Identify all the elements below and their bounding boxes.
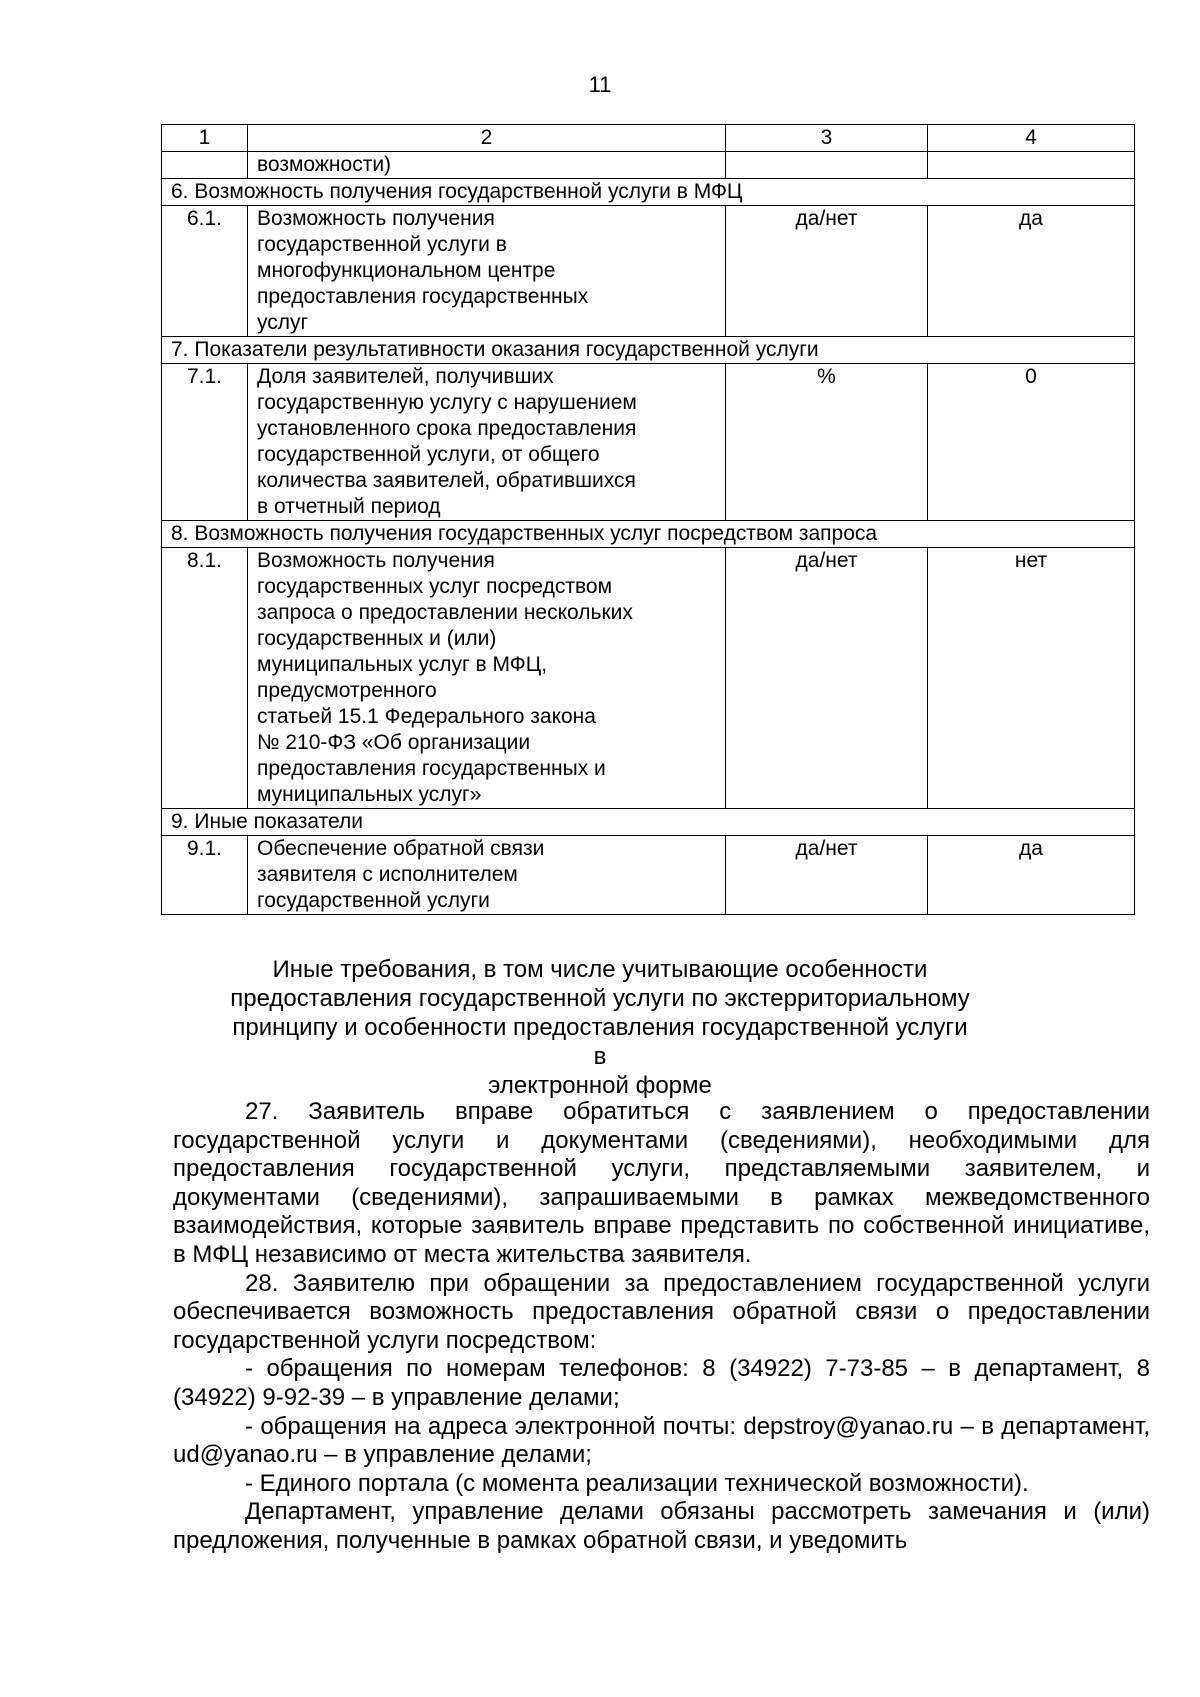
row-value: да xyxy=(928,836,1135,915)
section-heading xyxy=(230,955,970,1100)
description-line: в отчетный период xyxy=(257,495,441,518)
paragraph-27: 27. Заявитель вправе обратиться с заявлением о предоставлении государственной услуги и документами (сведениями), необходимыми для предоставления государственной услуги, представляемыми заявителем, и документами (сведениями), запрашиваемыми в рамках межведомственного взаимодействия, которые заявитель вправе представить по собственной инициативе, в МФЦ независимо от места жительства заявителя. xyxy=(173,1098,1150,1268)
row-unit: да/нет xyxy=(726,548,928,809)
continuation-row xyxy=(162,152,1135,179)
description-line: № 210-ФЗ «Об организации xyxy=(257,731,531,754)
description-line: Возможность получения xyxy=(257,549,495,572)
description-line: услуг xyxy=(257,311,309,334)
description-line: предоставления государственных и xyxy=(257,757,606,780)
description-line: предусмотренного xyxy=(257,679,437,702)
table-row-7-1 xyxy=(162,364,1135,521)
row-number: 6.1. xyxy=(162,206,248,337)
description-line: Возможность получения xyxy=(257,207,495,230)
table-row-9-1 xyxy=(162,836,1135,915)
description-line: предоставления государственных xyxy=(257,285,589,308)
paragraph-obligation: Департамент, управление делами обязаны рассмотреть замечания и (или) предложения, полученные в рамках обратной связи, и уведомить xyxy=(173,1498,1150,1554)
table-row-6-1 xyxy=(162,206,1135,337)
description-line: государственной услуги xyxy=(257,889,490,912)
section-title: 7. Показатели результативности оказания государственной услуги xyxy=(162,337,1135,364)
description-line: многофункциональном центре xyxy=(257,259,556,282)
section-title: 8. Возможность получения государственных услуг посредством запроса xyxy=(162,521,1135,548)
description-line: запроса о предоставлении нескольких xyxy=(257,601,633,624)
list-item-email: - обращения на адреса электронной почты: depstroy@yanao.ru – в департамент, ud@yanao.ru – в управление делами; xyxy=(173,1412,1150,1469)
heading-line: Иные требования, в том числе учитывающие особенности xyxy=(272,956,928,983)
indicators-table xyxy=(161,124,1135,915)
section-row-6 xyxy=(162,179,1135,206)
description-line: государственной услуги, от общего xyxy=(257,443,600,466)
section-row-7 xyxy=(162,337,1135,364)
description-line: государственной услуги в xyxy=(257,233,507,256)
row-unit: % xyxy=(726,364,928,521)
description-line: государственную услугу с нарушением xyxy=(257,391,637,414)
description-line: муниципальных услуг» xyxy=(257,783,482,806)
header-col-2: 2 xyxy=(248,125,726,152)
description-line: заявителя с исполнителем xyxy=(257,863,518,886)
paragraph-28: 28. Заявителю при обращении за предоставлением государственной услуги обеспечивается возможность предоставления обратной связи о предоставлении государственной услуги посредством: xyxy=(173,1269,1150,1354)
row-description xyxy=(248,206,726,337)
section-row-9 xyxy=(162,809,1135,836)
row-value: нет xyxy=(928,548,1135,809)
row-unit: да/нет xyxy=(726,206,928,337)
description-line: государственных и (или) xyxy=(257,627,497,650)
header-col-1: 1 xyxy=(162,125,248,152)
row-value: 0 xyxy=(928,364,1135,521)
row-description xyxy=(248,836,726,915)
header-col-4: 4 xyxy=(928,125,1135,152)
row-description xyxy=(248,548,726,809)
body-text xyxy=(173,1098,1150,1556)
description-line: государственных услуг посредством xyxy=(257,575,613,598)
description-line: Обеспечение обратной связи xyxy=(257,837,545,860)
section-title: 6. Возможность получения государственной услуги в МФЦ xyxy=(162,179,1135,206)
row-number: 7.1. xyxy=(162,364,248,521)
section-title: 9. Иные показатели xyxy=(162,809,1135,836)
description-line: статьей 15.1 Федерального закона xyxy=(257,705,596,728)
table-header-row xyxy=(162,125,1135,152)
row-number: 9.1. xyxy=(162,836,248,915)
heading-line: принципу и особенности предоставления государственной услуги в xyxy=(232,1014,968,1070)
row-description xyxy=(248,364,726,521)
heading-line: предоставления государственной услуги по экстерриториальному xyxy=(230,985,970,1012)
description-line: установленного срока предоставления xyxy=(257,417,637,440)
list-item-phone: - обращения по номерам телефонов: 8 (34922) 7-73-85 – в департамент, 8 (34922) 9-92-39 – в управление делами; xyxy=(173,1355,1150,1411)
continuation-text: возможности) xyxy=(248,152,726,179)
row-unit: да/нет xyxy=(726,836,928,915)
list-item-portal: - Единого портала (с момента реализации технической возможности). xyxy=(245,1469,1029,1497)
page-number: 11 xyxy=(588,72,612,97)
description-line: муниципальных услуг в МФЦ, xyxy=(257,653,548,676)
description-line: Доля заявителей, получивших xyxy=(257,365,554,388)
table-row-8-1 xyxy=(162,548,1135,809)
section-row-8 xyxy=(162,521,1135,548)
header-col-3: 3 xyxy=(726,125,928,152)
row-value: да xyxy=(928,206,1135,337)
heading-line: электронной форме xyxy=(488,1072,712,1099)
row-number: 8.1. xyxy=(162,548,248,809)
description-line: количества заявителей, обратившихся xyxy=(257,469,636,492)
